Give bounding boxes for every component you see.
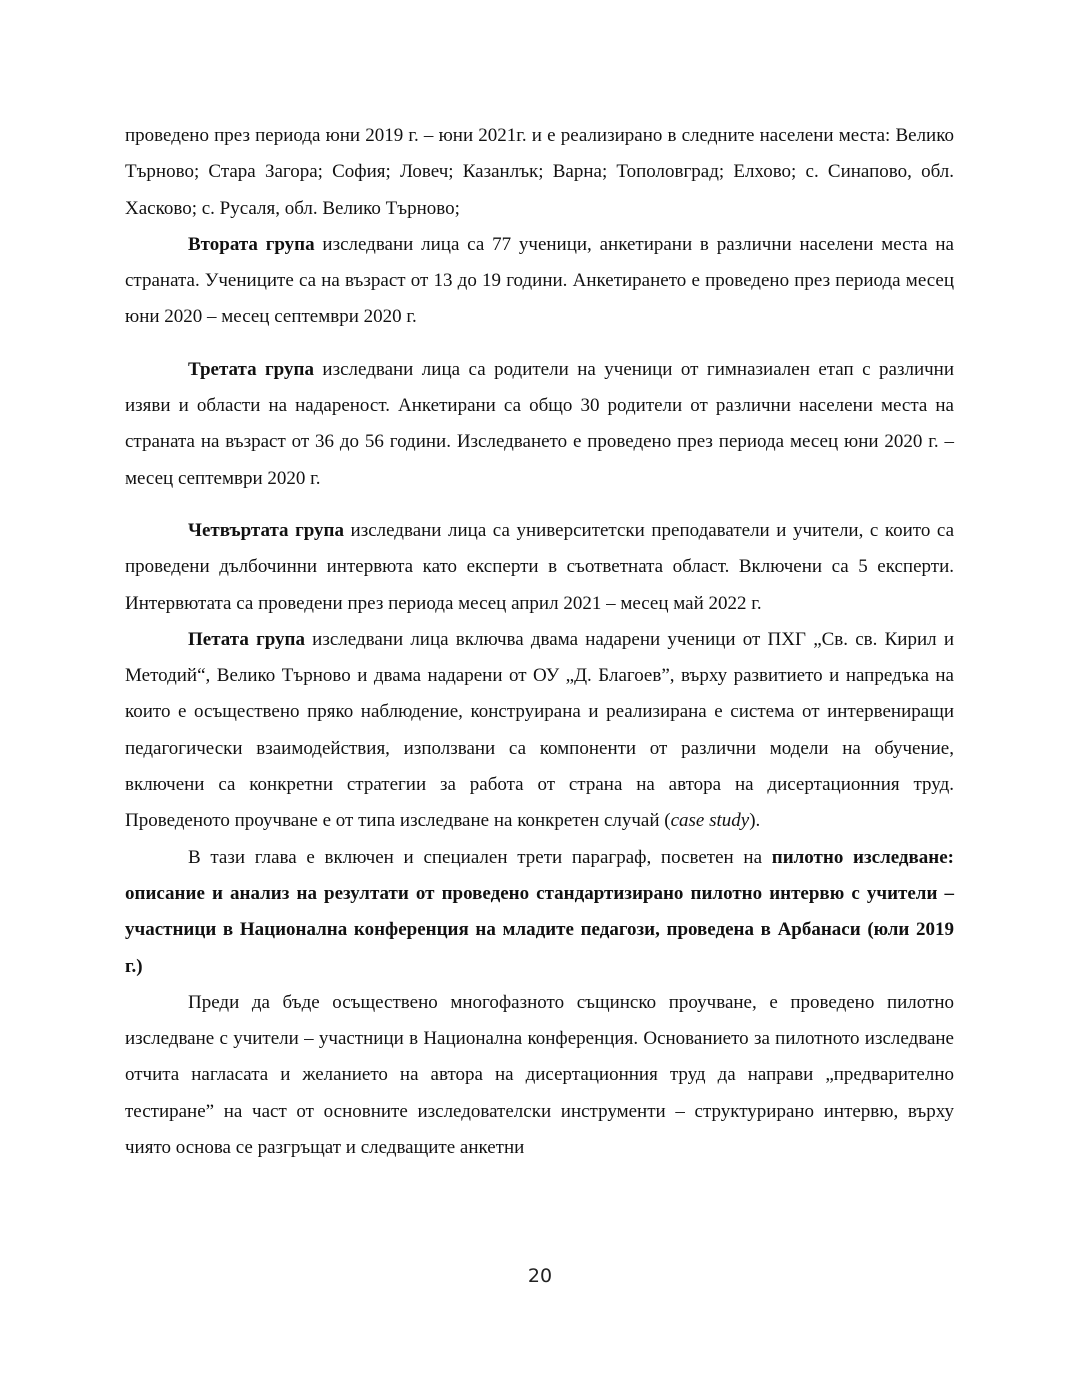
pilot-study-title: пилотно изследване: описание и анализ на резултати от проведено стандартизирано пилотно интервю с учители – участници в Национална конференция на младите педагози, проведена в Арбанаси (юли 2019 г.) <box>125 846 954 977</box>
paragraph-text: изследвани лица са университетски преподаватели и учители, с които са проведени дълбочинни интервюта като експерти в съответната област. Включени са 5 експерти. Интервютата са проведени през периода месец април 2021 – месец май 2022 г. <box>125 519 955 614</box>
group-heading: Втората група <box>188 233 315 255</box>
paragraph-text: изследвани лица са 77 ученици, анкетирани в различни населени места на страната. Учениците са на възраст от 13 до 19 години. Анкетирането е проведено през периода месец юни 2020 – месец септември 2020 г. <box>125 233 954 328</box>
document-body <box>125 118 954 1166</box>
paragraph-second-group <box>125 227 954 336</box>
paragraph-pilot-study-description <box>125 985 954 1166</box>
group-heading: Петата група <box>188 628 305 650</box>
italic-term: case study <box>670 810 750 832</box>
paragraph-text: изследвани лица включва двама надарени ученици от ПХГ „Св. св. Кирил и Методий“, Велико Търново и двама надарени от ОУ „Д. Благоев”, върху развитието и напредъка на които е осъществено пряко наблюдение, конструирана и реализирана е система от интервениращи педагогически взаимодействия, използвани са компоненти от различни модели на обучение, включени са конкретни стратегии за работа от страна на автора на дисертационния труд. Проведеното проучване е от типа изследване на конкретен случай ( <box>125 628 954 832</box>
paragraph-text: проведено през периода юни 2019 г. – юни 2021г. и е реализирано в следните населени места: Велико Търново; Стара Загора; София; Ловеч; Казанлък; Варна; Тополовград; Елхово; с. Синапово, обл. Хасково; с. Русаля, обл. Велико Търново; <box>125 125 954 219</box>
paragraph-text: изследвани лица са родители на ученици от гимназиален етап с различни изяви и области на надареност. Анкетирани са общо 30 родители от различни населени места на страната на възраст от 36 до 56 години. Изследването е проведено през периода месец юни 2020 г. – месец септември 2020 г. <box>125 358 955 489</box>
paragraph-text: ). <box>749 810 761 832</box>
paragraph-text: Преди да бъде осъществено многофазното същинско проучване, е проведено пилотно изследване с учители – участници в Национална конференция. Основанието за пилотното изследване отчита нагласата и желанието на автора на дисертационния труд да направи „предварително тестиране” на част от основните изследователски инструменти – структурирано интервю, върху чиято основа се разгръщат и следващите анкетни <box>125 991 954 1159</box>
group-heading: Третата група <box>188 358 314 380</box>
paragraph-fifth-group <box>125 622 954 840</box>
paragraph-third-group <box>125 352 954 497</box>
paragraph-study-locations <box>125 118 954 227</box>
paragraph-fourth-group <box>125 513 954 622</box>
page-number: 20 <box>527 1265 553 1287</box>
paragraph-pilot-study-intro <box>125 840 954 985</box>
group-heading: Четвъртата група <box>188 519 344 541</box>
paragraph-text: В тази глава е включен и специален трети параграф, посветен на <box>188 846 772 868</box>
